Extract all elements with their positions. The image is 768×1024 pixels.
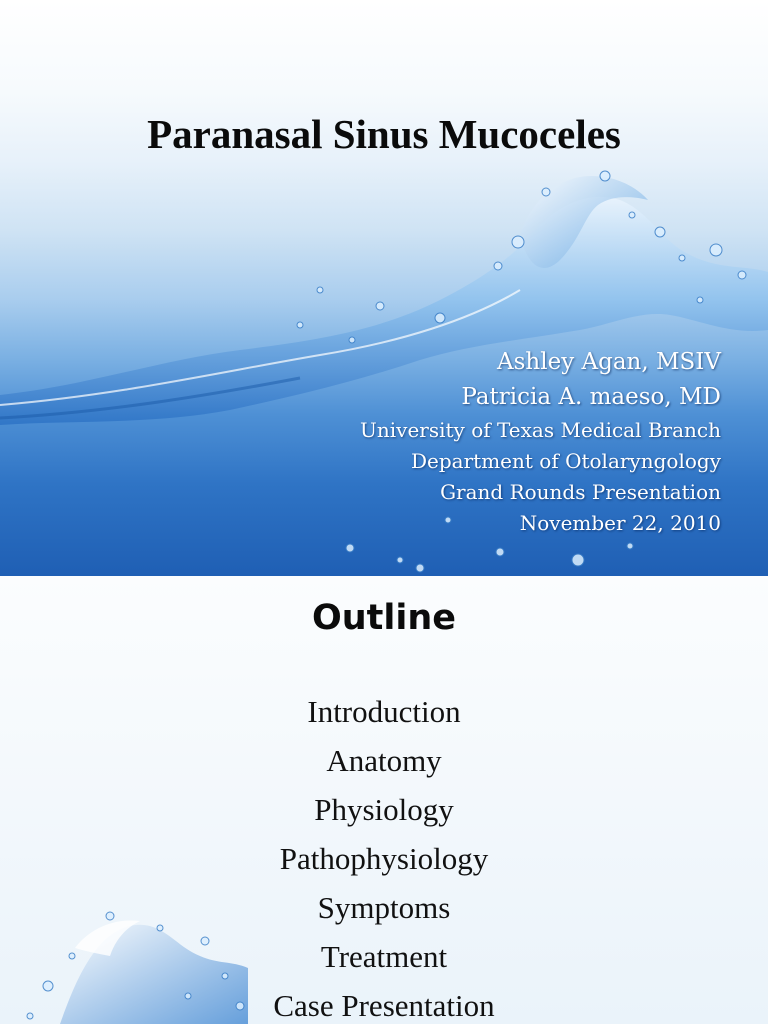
outline-item: Physiology [314,792,454,827]
outline-item: Pathophysiology [279,841,489,876]
outline-item: Anatomy [326,743,442,778]
outline-item: Treatment [320,939,448,974]
outline-item: Symptoms [317,890,451,925]
department-name: Department of Otolaryngology [411,449,721,473]
slide-outline [0,576,768,1024]
event-name: Grand Rounds Presentation [440,480,721,504]
presentation-title: Paranasal Sinus Mucoceles [147,111,621,157]
outline-item: Introduction [307,694,461,729]
author-block [360,345,721,539]
presentation-date: November 22, 2010 [519,511,721,535]
outline-list [0,687,768,1024]
institution-name: University of Texas Medical Branch [360,418,721,442]
outline-item: Case Presentation [273,988,495,1023]
outline-heading: Outline [311,598,457,638]
presenter-name-1: Ashley Agan, MSIV [497,349,721,375]
presenter-name-2: Patricia A. maeso, MD [461,384,721,410]
